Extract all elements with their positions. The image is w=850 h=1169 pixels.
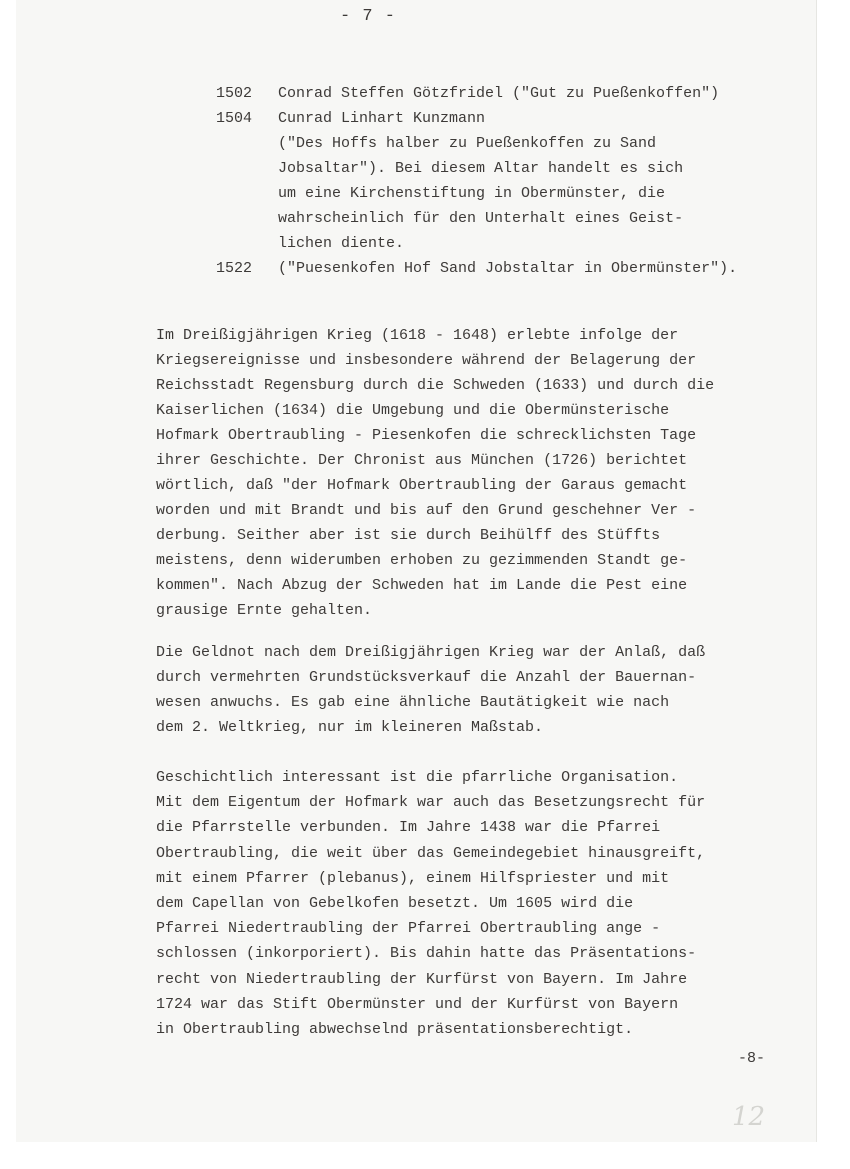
entry-text (278, 106, 816, 256)
page-number: - 7 - (340, 7, 397, 26)
text-line: 1724 war das Stift Obermünster und der Kurfürst von Bayern (156, 995, 679, 1013)
text-line: Conrad Steffen Götzfridel ("Gut zu Pueßenkoffen") (278, 85, 720, 102)
entry-year: 1504 (216, 110, 253, 127)
text-line: Geschichtlich interessant ist die pfarrliche Organisation. (156, 769, 679, 786)
paragraph-thirty-years-war (156, 323, 826, 623)
entry-text (278, 81, 816, 106)
entry-year: 1522 (216, 260, 253, 277)
text-line: Reichsstadt Regensburg durch die Schweden (1633) und durch die (156, 377, 715, 394)
text-line: kommen". Nach Abzug der Schweden hat im Lande die Pest eine (156, 577, 688, 594)
text-line: ("Puesenkofen Hof Sand Jobstaltar in Obermünster"). (278, 260, 738, 277)
text-line: Hofmark Obertraubling - Piesenkofen die schrecklichsten Tage (156, 427, 697, 444)
text-line: um eine Kirchenstiftung in Obermünster, die (278, 185, 666, 202)
text-line: grausige Ernte gehalten. (156, 602, 373, 619)
text-line: wörtlich, daß "der Hofmark Obertraubling der Garaus gemacht (156, 477, 688, 494)
text-line: ("Des Hoffs halber zu Pueßenkoffen zu Sand (278, 135, 657, 152)
text-line: dem 2. Weltkrieg, nur im kleineren Maßstab. (156, 719, 544, 736)
paragraph-parish-organisation (156, 765, 826, 1042)
text-line: Obertraubling, die weit über das Gemeindegebiet hinausgreift, (156, 844, 706, 862)
text-line: recht von Niedertraubling der Kurfürst von Bayern. Im Jahre (156, 970, 688, 988)
entry-1504 (216, 106, 816, 256)
next-page-marker: -8- (738, 1050, 766, 1067)
handwritten-folio-number: 12 (732, 1102, 766, 1132)
entry-1502 (216, 81, 816, 106)
text-line: durch vermehrten Grundstücksverkauf die Anzahl der Bauernan- (156, 669, 697, 686)
text-line: Kriegsereignisse und insbesondere während der Belagerung der (156, 352, 697, 369)
text-line: schlossen (inkorporiert). Bis dahin hatte das Präsentations- (156, 945, 697, 963)
text-line: die Pfarrstelle verbunden. Im Jahre 1438 war die Pfarrei (156, 819, 661, 837)
text-line: wahrscheinlich für den Unterhalt eines Geist- (278, 210, 684, 227)
text-line: derbung. Seither aber ist sie durch Beihülff des Stüffts (156, 527, 661, 544)
entry-text (278, 256, 816, 281)
text-line: Im Dreißigjährigen Krieg (1618 - 1648) erlebte infolge der (156, 327, 679, 344)
text-line: Jobsaltar"). Bei diesem Altar handelt es sich (278, 160, 684, 177)
text-line: Kaiserlichen (1634) die Umgebung und die Obermünsterische (156, 402, 670, 419)
document-page (16, 0, 816, 1142)
entry-year: 1502 (216, 85, 253, 102)
text-line: wesen anwuchs. Es gab eine ähnliche Bautätigkeit wie nach (156, 694, 670, 711)
text-line: lichen diente. (278, 235, 405, 252)
text-line: Pfarrei Niedertraubling der Pfarrei Obertraubling ange - (156, 920, 661, 938)
text-line: meistens, denn widerumben erhoben zu gezimmenden Standt ge- (156, 552, 688, 569)
text-line: worden und mit Brandt und bis auf den Grund geschehner Ver - (156, 502, 697, 519)
text-line: in Obertraubling abwechselnd präsentationsberechtigt. (156, 1021, 634, 1039)
text-line: Die Geldnot nach dem Dreißigjährigen Krieg war der Anlaß, daß (156, 644, 706, 661)
text-line: Mit dem Eigentum der Hofmark war auch das Besetzungsrecht für (156, 794, 706, 812)
text-line: Cunrad Linhart Kunzmann (278, 110, 486, 127)
text-line: dem Capellan von Gebelkofen besetzt. Um 1605 wird die (156, 895, 634, 913)
text-line: ihrer Geschichte. Der Chronist aus München (1726) berichtet (156, 452, 688, 469)
paragraph-economy (156, 640, 826, 740)
text-line: mit einem Pfarrer (plebanus), einem Hilfspriester und mit (156, 869, 670, 887)
entry-1522 (216, 256, 816, 281)
year-entries (216, 81, 816, 281)
